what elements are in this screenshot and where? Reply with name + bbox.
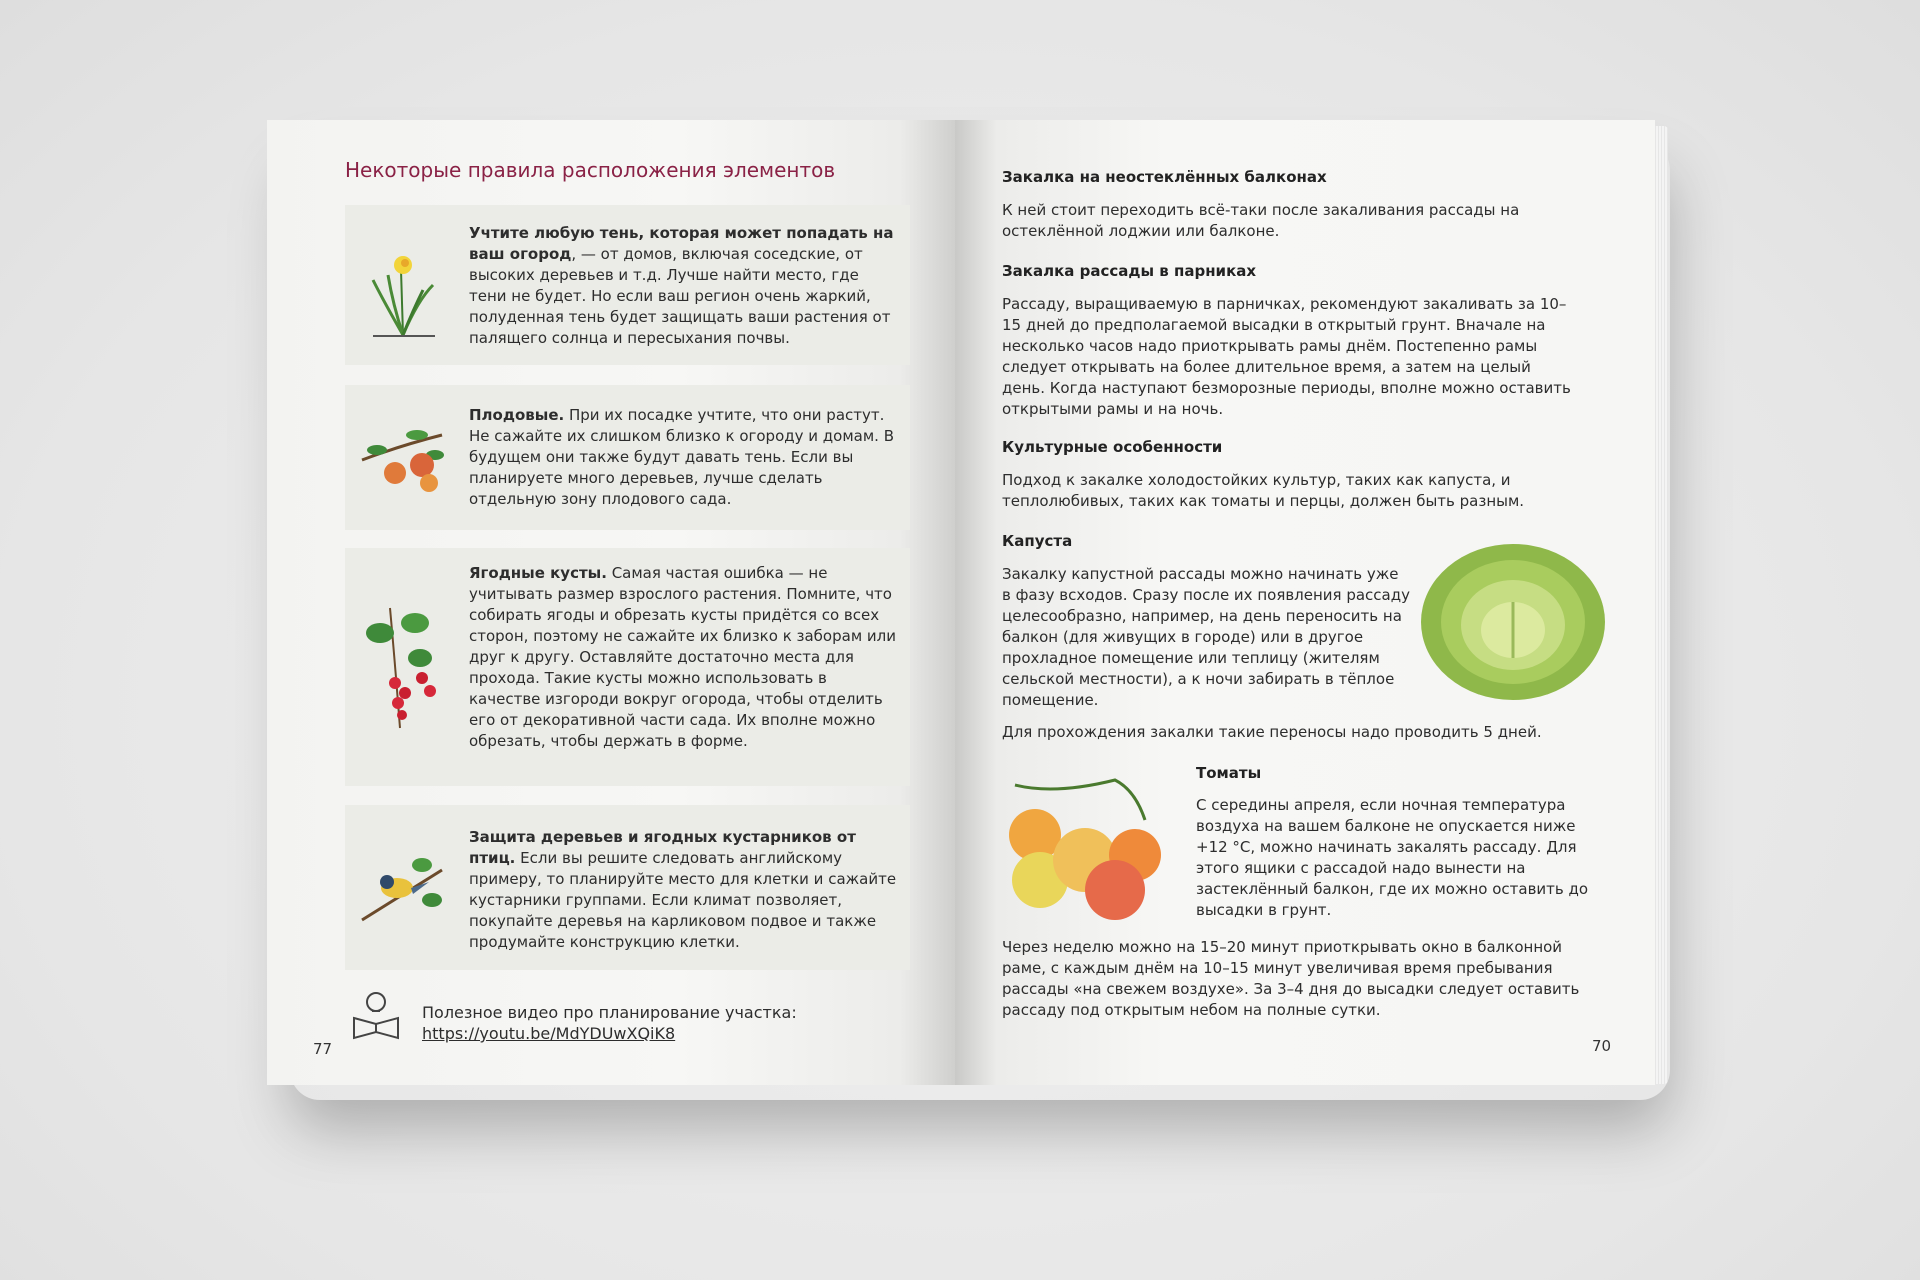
video-link[interactable]: https://youtu.be/MdYDUwXQiK8	[422, 1024, 676, 1043]
section-heading: Культурные особенности	[1002, 438, 1223, 456]
section-heading: Закалка на неостеклённых балконах	[1002, 168, 1327, 186]
section-text: Для прохождения закалки такие переносы надо проводить 5 дней.	[1002, 723, 1542, 741]
card-text: Ягодные кусты. Самая частая ошибка — не учитывать размер взрослого растения. Помните, что собирать ягоды и обрезать кусты придётся со всех сторон, поэтому не сажайте их близко к заборам или друг к другу. Оставляйте достаточно места для прохода. Такие кусты можно использовать в качестве изгороди вокруг огорода, чтобы отделить его от декоративной части сада. Их вполне можно обрезать, чтобы держать в форме.	[469, 564, 896, 750]
section-text: Рассаду, выращиваемую в парничках, рекомендуют закаливать за 10–15 дней до предполагаемой высадки в открытый грунт. Вначале на несколько часов надо приоткрывать рамы днём. Постепенно рамы следует открывать на более длительное время, а затем на целый день. Когда наступают безморозные периоды, вполне можно оставить открытыми рамы и на ночь.	[1002, 295, 1571, 418]
section-text: Закалку капустной рассады можно начинать уже в фазу всходов. Сразу после их появления рассаду целесообразно, например, на день переносить на балкон (для живущих в городе) или в другое прохладное помещение или теплицу (жителям сельской местности), а к ночи забирать в тёплое помещение.	[1002, 565, 1410, 709]
section-heading: Томаты	[1196, 764, 1262, 782]
bird-branch-illustration	[357, 840, 447, 930]
currant-illustration	[360, 603, 450, 733]
card-berries	[345, 548, 910, 786]
daffodil-illustration	[363, 240, 443, 340]
video-note	[422, 1002, 797, 1044]
page-title: Некоторые правила расположения элементов	[345, 158, 836, 182]
section-text: Подход к закалке холодостойких культур, таких как капуста, и теплолюбивых, таких как томаты и перцы, должен быть разным.	[1002, 471, 1525, 510]
page-number-left: 77	[313, 1040, 333, 1058]
card-text: Плодовые. При их посадке учтите, что они растут. Не сажайте их слишком близко к огороду и домам. В будущем они также будут давать тень. Если вы планируете много деревьев, лучше сделать отдельную зону плодового сада.	[469, 406, 894, 508]
tomatoes-illustration	[995, 770, 1175, 920]
section-heading: Капуста	[1002, 532, 1073, 550]
video-text: Полезное видео про планирование участка:	[422, 1003, 797, 1022]
card-text: Защита деревьев и ягодных кустарников от птиц. Если вы решите следовать английскому примеру, то планируйте место для клетки и сажайте кустарники группами. Если климат позволяет, покупайте деревья на карликовом подвое и также продумайте конструкцию клетки.	[469, 828, 897, 951]
page-number-right: 70	[1592, 1037, 1612, 1055]
card-fruit	[345, 385, 910, 530]
section-text: С середины апреля, если ночная температура воздуха на вашем балконе не опускается ниже +12 °С, можно начинать закалять рассаду. Для этого ящики с рассадой надо вынести на застеклённый балкон, где их можно оставить до высадки в грунт.	[1196, 796, 1589, 919]
book-bulb-icon	[350, 988, 402, 1040]
card-shade	[345, 205, 910, 365]
section-text: Через неделю можно на 15–20 минут приоткрывать окно в балконной раме, с каждым днём на 10–15 минут увеличивая время пребывания рассады «на свежем воздухе». За 3–4 дня до высадки следует оставить рассаду под открытым небом на полные сутки.	[1002, 938, 1580, 1019]
card-birds	[345, 805, 910, 970]
card-text: Учтите любую тень, которая может попадать на ваш огород, — от домов, включая соседские, от высоких деревьев и т.д. Лучше найти место, где тени не будет. Но если ваш регион очень жаркий, полуденная тень будет защищать ваши растения от палящего солнца и пересыхания почвы.	[469, 224, 894, 347]
cabbage-illustration	[1415, 540, 1610, 705]
section-heading: Закалка рассады в парниках	[1002, 262, 1257, 280]
apple-branch-illustration	[357, 415, 447, 500]
section-text: К ней стоит переходить всё-таки после закаливания рассады на остеклённой лоджии или балконе.	[1002, 201, 1520, 240]
